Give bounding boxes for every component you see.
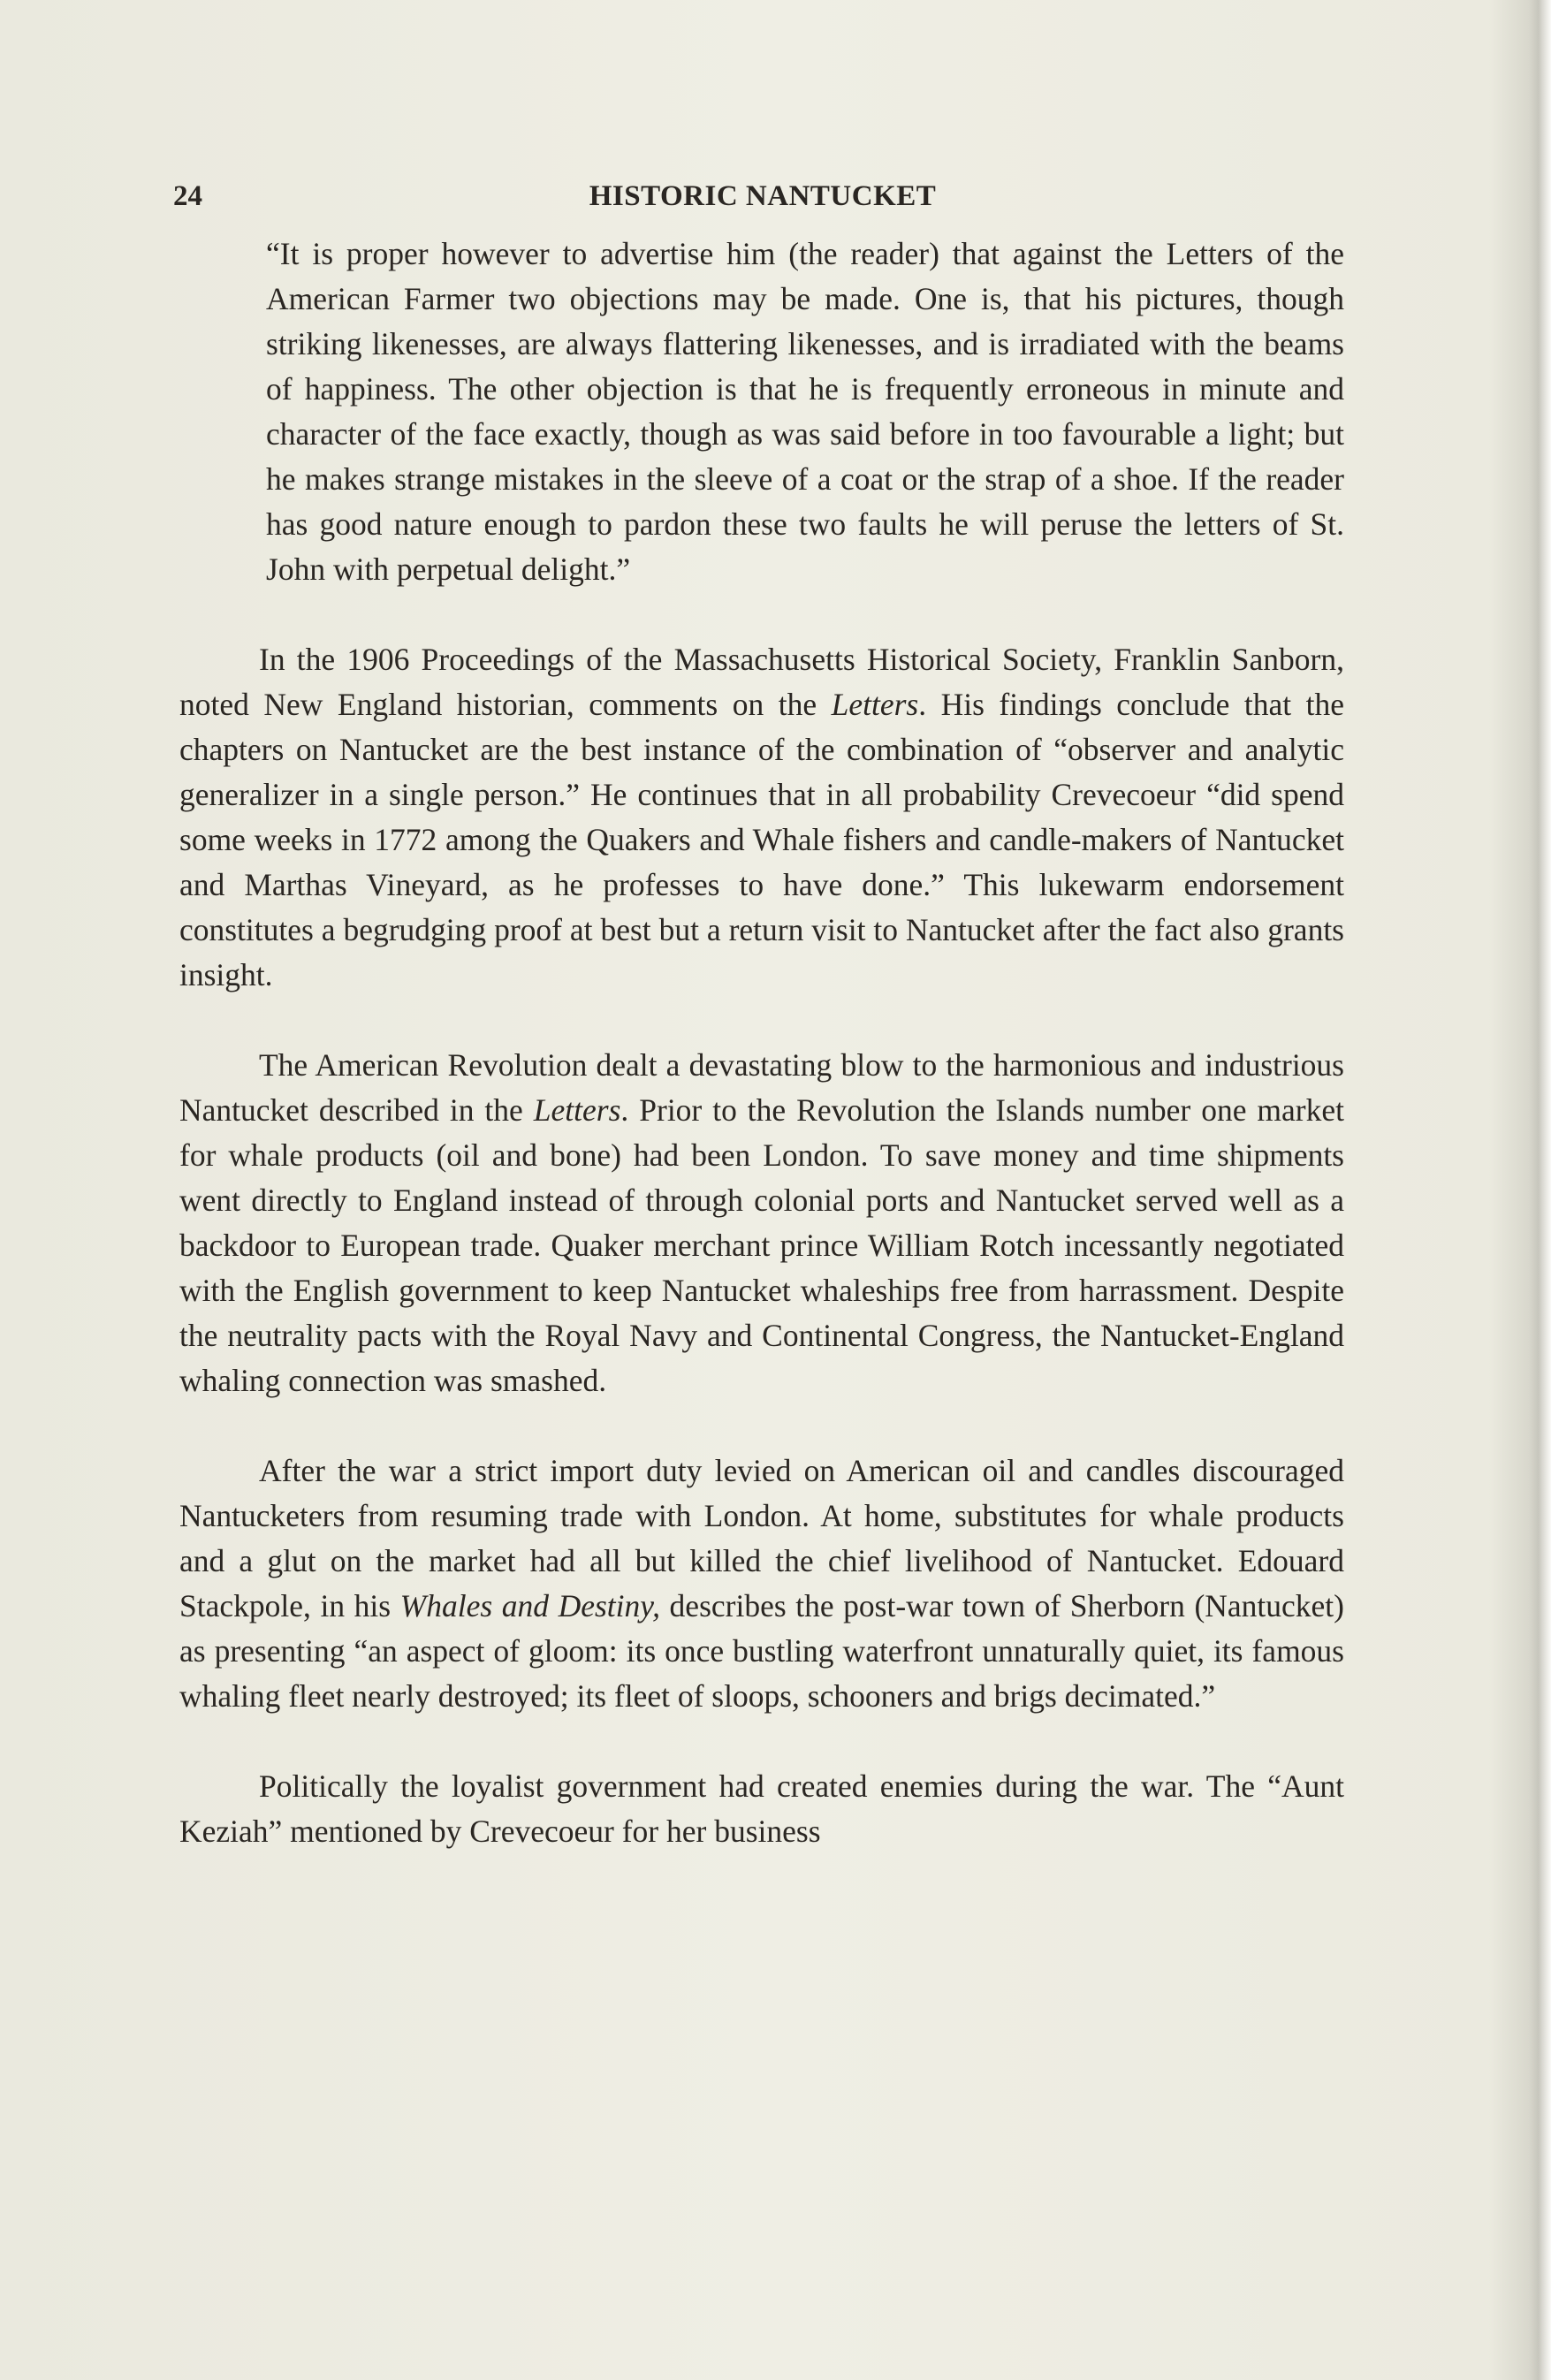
paragraph-text: In the 1906 Proceedings of the Massachusetts Historical Society, Franklin Sanborn, noted New England historian, comments on the [179,642,1344,722]
body-text [179,232,1344,1854]
running-title: HISTORIC NANTUCKET [589,180,937,212]
page-edge-shadow [1528,0,1551,2380]
paragraph-politics: Politically the loyalist government had created enemies during the war. The “Aunt Keziah” mentioned by Crevecoeur for her business [179,1768,1344,1849]
italic-title: Letters [533,1092,621,1128]
paragraph-text: The American Revolution dealt a devastating blow to the harmonious and industrious Nantucket described in the [179,1047,1344,1128]
quoted-paragraph: “It is proper however to advertise him (the reader) that against the Letters of the American Farmer two objections may be made. One is, that his pictures, though striking likenesses, are always flattering likenesses, and is irradiated with the beams of happiness. The other objection is that he is frequently erroneous in minute and character of the face exactly, though as was said before in too favourable a light; but he makes strange mistakes in the sleeve of a coat or the strap of a shoe. If the reader has good nature enough to pardon these two faults he will peruse the letters of St. John with perpetual delight.” [266,236,1344,587]
italic-title: Letters [831,687,919,722]
page-header [173,175,1352,219]
paragraph-sanborn [179,637,1344,998]
paragraph-text: describes the post-war town of Sherborn (Nantucket) as presenting “an aspect of gloom: its once bustling waterfront unnaturally quiet, its famous whaling fleet nearly destroyed; its fleet of sloops, schooners and brigs decimated.” [179,1588,1344,1714]
paragraph-revolution [179,1043,1344,1403]
paragraph-text: . His findings conclude that the chapters on Nantucket are the best instance of the combination of “observer and analytic generalizer in a single person.” He continues that in all probability Crevecoeur “did spend some weeks in 1772 among the Quakers and Whale fishers and candle-makers of Nantucket and Marthas Vineyard, as he professes to have done.” This lukewarm endorsement constitutes a begrudging proof at best but a return visit to Nantucket after the fact also grants insight. [179,687,1344,992]
paragraph-text: After the war a strict import duty levied on American oil and candles discouraged Nantucketers from resuming trade with London. At home, substitutes for whale products and a glut on the market had all but killed the chief livelihood of Nantucket. Edouard Stackpole, in his [179,1453,1344,1623]
italic-title: Whales and Destiny, [399,1588,660,1623]
paragraph-after-war [179,1449,1344,1719]
paragraph-text: . Prior to the Revolution the Islands number one market for whale products (oil and bone) had been London. To save money and time shipments went directly to England instead of through colonial ports and Nantucket served well as a backdoor to European trade. Quaker merchant prince William Rotch incessantly negotiated with the English government to keep Nantucket whaleships free from harrassment. Despite the neutrality pacts with the Royal Navy and Continental Congress, the Nantucket-England whaling connection was smashed. [179,1092,1344,1398]
page-number: 24 [173,180,202,212]
